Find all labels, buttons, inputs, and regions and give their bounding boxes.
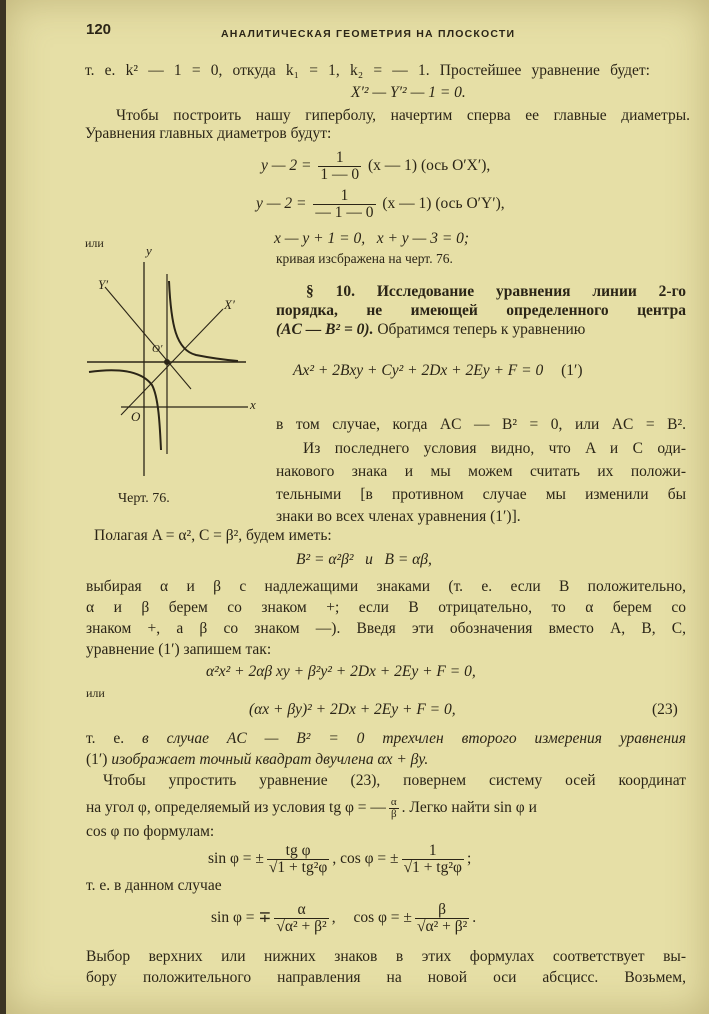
eq-lhs: sin φ = ∓ [211,909,272,927]
page-number: 120 [86,21,112,38]
denominator: — 1 — 0 [315,204,374,221]
text-line: Выбор верхних или нижних знаков в этих формулах соответствует вы- [86,948,686,965]
equation-general [293,362,583,380]
text-line: знаки во всех членах уравнения (1′)]. [276,508,521,525]
text-line: кривая изсбражена на черт. 76. [276,251,453,266]
text-line: α и β берем со знаком +; если B отрицательно, то α берем со [86,599,686,616]
section-heading: порядка, не имеющей определенного центра [276,302,686,319]
section-condition: (AC — B² = 0). [276,321,374,338]
figure-caption: Черт. 76. [118,491,170,506]
numerator: α [297,901,306,918]
text-span: т. е. [86,730,125,747]
numerator: tg φ [285,842,311,859]
hyperbola-upper-branch [169,281,238,361]
text-line: выбирая α и β с надлежащими знаками (т. е. если B положительно, [86,578,686,595]
numerator: 1 [340,187,349,204]
separator: . [472,909,477,927]
eq-lhs: y — 2 = [261,157,312,175]
label-x: x [250,397,256,412]
text-line: т. е. k² — 1 = 0, откуда k₁ = 1, k₂ = — 1. Простейшее уравнение будет: [85,62,650,79]
eq-rhs: (x — 1) (ось O′Y′), [382,195,505,213]
text-line: cos φ по формулам: [86,823,215,840]
equation-B: B² = α²β² и B = αβ, [296,551,432,568]
text-line: т. е. в данном случае [86,877,222,894]
numerator: 1 [428,842,437,859]
eq-tag: (1′) [561,362,583,379]
text-line: Уравнения главных диаметров будут: [85,125,332,142]
numerator: β [438,901,447,918]
text-line [276,321,686,339]
text-line: тельными [в противном случае мы изменили бы [276,486,686,503]
equation-trig-2 [211,902,476,935]
equation: X′² — Y′² — 1 = 0. [351,84,466,101]
separator: , [332,850,337,868]
separator: ; [466,850,472,868]
label-origin: O [131,409,141,424]
separator: , [331,909,336,927]
equation-trig-1 [208,843,471,876]
denominator: √α² + β² [276,918,327,935]
eq-lhs: cos φ = ± [340,850,399,868]
text-span: (1′) [86,751,108,768]
equation-lines: x — y + 1 = 0, x + y — 3 = 0; [274,230,470,247]
text-line: Чтобы построить нашу гиперболу, начертим сперва ее главные диаметры. [116,107,690,124]
fraction [389,797,399,820]
center-point [165,360,170,365]
fraction [267,843,329,876]
fraction [415,902,469,935]
text-line: в том случае, когда AC — B² = 0, или AC = B². [276,416,686,433]
text-line: накового знака и мы можем считать их положи- [276,463,686,480]
label-y-prime: Y′ [98,277,109,292]
text-or: или [85,236,104,250]
text-or: или [86,686,105,700]
text-line [86,730,686,748]
running-title: АНАЛИТИЧЕСКАЯ ГЕОМЕТРИЯ НА ПЛОСКОСТИ [221,28,516,40]
eq-rhs: (x — 1) (ось O′X′), [368,157,491,175]
text-line: уравнение (1′) запишем так: [86,641,272,658]
denominator: √1 + tg²φ [268,859,328,876]
fraction [402,843,464,876]
text-line: Из последнего условия видно, что A и C оди- [303,440,686,457]
text-span: Обратимся теперь к уравнению [377,321,586,338]
denominator: √α² + β² [416,918,468,935]
section-heading: § 10. Исследование уравнения линии 2-го [306,283,686,300]
eq-lhs: cos φ = ± [353,909,412,927]
equation-tag: (23) [652,701,678,718]
book-page [6,0,709,1014]
text-line [86,751,428,769]
numerator: 1 [335,149,344,166]
text-line: Чтобы упростить уравнение (23), повернем систему осей координат [103,772,686,789]
denominator: √1 + tg²φ [403,859,462,876]
fraction [274,902,328,935]
italic-statement: изображает точный квадрат двучлена αx + βy. [111,751,429,768]
label-center: O′ [152,343,163,355]
label-y: y [146,243,152,258]
equation-expanded: α²x² + 2αβ xy + β²y² + 2Dx + 2Ey + F = 0, [206,663,476,680]
text-span: на угол φ, определяемый из условия tg φ = — [86,799,386,817]
text-line [86,797,686,820]
denominator: β [389,808,399,820]
eq-expr: Ax² + 2Bxy + Cy² + 2Dx + 2Ey + F = 0 [293,362,544,379]
eq-lhs: sin φ = ± [208,850,264,868]
equation-23: (αx + βy)² + 2Dx + 2Ey + F = 0, [249,701,456,718]
denominator: 1 — 0 [320,166,360,183]
text-line: знаком +, а β со знаком —). Введя эти обозначения вместо A, B, C, [86,620,686,637]
text-line: бору положительного направления на новой оси абсцисс. Возьмем, [86,969,686,986]
text-span: . Легко найти sin φ и [401,799,537,817]
numerator: α [390,796,397,808]
label-x-prime: X′ [224,297,235,312]
italic-statement: в случае AC — B² = 0 трехчлен второго измерения уравнения [142,730,686,747]
eq-lhs: y — 2 = [256,195,307,213]
text-line: Полагая A = α², C = β², будем иметь: [94,527,332,544]
